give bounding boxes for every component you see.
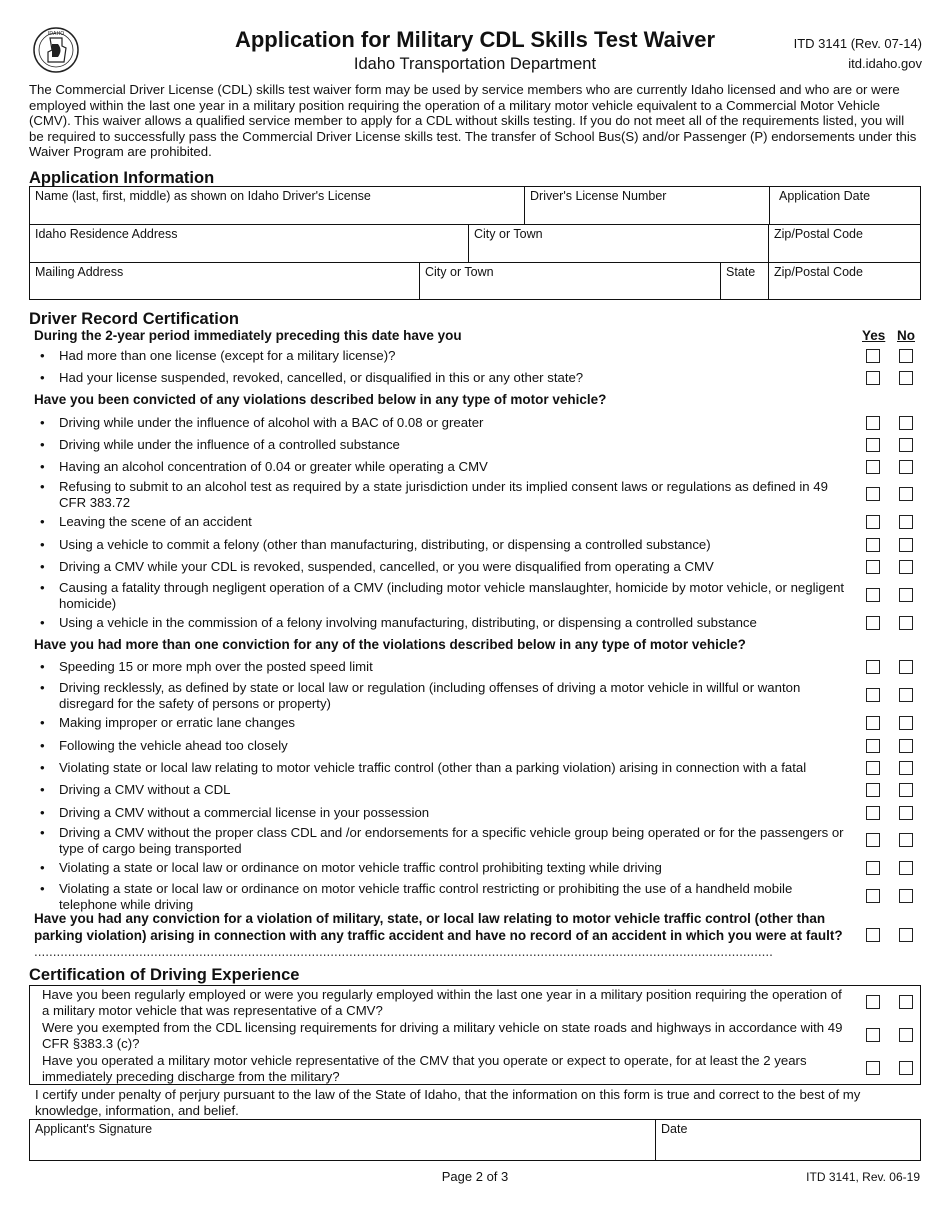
checkbox-yes[interactable] bbox=[866, 688, 880, 702]
mailing-address-field[interactable] bbox=[30, 263, 419, 300]
svg-text:IDAHO: IDAHO bbox=[47, 31, 65, 37]
bullet: • bbox=[40, 881, 45, 896]
checkbox-no[interactable] bbox=[899, 833, 913, 847]
form-title: Application for Military CDL Skills Test Waiver bbox=[234, 27, 716, 52]
question-label: Had your license suspended, revoked, cancelled, or disqualified in this or any other state? bbox=[59, 370, 584, 385]
checkbox-no[interactable] bbox=[899, 460, 913, 474]
question-text bbox=[59, 459, 849, 475]
bullet: • bbox=[40, 760, 45, 775]
checkbox-yes[interactable] bbox=[866, 349, 880, 363]
section-title-experience: Certification of Driving Experience bbox=[29, 966, 300, 984]
signature-label: Applicant's Signature bbox=[35, 1122, 153, 1136]
group3-item bbox=[40, 680, 850, 711]
license-number-label: Driver's License Number bbox=[530, 189, 667, 203]
date-label: Date bbox=[661, 1122, 688, 1136]
group2-item bbox=[40, 437, 850, 453]
checkbox-no[interactable] bbox=[899, 616, 913, 630]
checkbox-no[interactable] bbox=[899, 739, 913, 753]
group4-item bbox=[42, 1020, 852, 1051]
question-label: Driving a CMV without the proper class CDL and /or endorsements for a specific vehicle group being operated or for the passengers or type of cargo being transported bbox=[59, 825, 844, 856]
question-label: Having an alcohol concentration of 0.04 or greater while operating a CMV bbox=[59, 459, 488, 474]
checkbox-no[interactable] bbox=[899, 515, 913, 529]
question-label: Violating a state or local law or ordinance on motor vehicle traffic control prohibiting texting while driving bbox=[59, 860, 662, 875]
itd-logo bbox=[30, 26, 82, 74]
checkbox-yes[interactable] bbox=[866, 889, 880, 903]
question-text bbox=[59, 680, 849, 711]
department-name: Idaho Transportation Department bbox=[353, 55, 597, 73]
question-text bbox=[59, 738, 849, 754]
intro-paragraph: The Commercial Driver License (CDL) skills test waiver form may be used by service members who are currently Idaho licensed and who are or were employed within the last one year in a military position requiring the operation of a military motor vehicle equivalent to a Commercial Motor Vehicle (CMV). This waiver allows a qualified service member to apply for a CDL without skills testing. If you do not meet all of the requirements listed, you will be required to successfully pass the Commercial Driver License skills test. The transfer of School Bus(S) and/or Passenger (P) endorsements under this Waiver Program are prohibited. bbox=[29, 82, 917, 160]
question-text bbox=[59, 370, 849, 386]
question-label: Speeding 15 or more mph over the posted speed limit bbox=[59, 659, 373, 674]
checkbox-yes[interactable] bbox=[866, 515, 880, 529]
question-text bbox=[42, 1053, 847, 1084]
question-label: Driving recklessly, as defined by state or local law or regulation (including offenses of driving a motor vehicle in willful or wanton disregard for the safety of persons or property) bbox=[59, 680, 801, 711]
group3-item bbox=[40, 782, 850, 798]
group2-item bbox=[40, 479, 850, 510]
group3-item bbox=[40, 881, 850, 912]
checkbox-yes[interactable] bbox=[866, 438, 880, 452]
revision-number: ITD 3141, Rev. 06-19 bbox=[806, 1170, 920, 1184]
bullet: • bbox=[40, 680, 45, 695]
bullet: • bbox=[40, 715, 45, 730]
group3-item bbox=[40, 860, 850, 876]
bullet: • bbox=[40, 437, 45, 452]
residence-zip-field[interactable] bbox=[769, 225, 920, 262]
website-url: itd.idaho.gov bbox=[848, 56, 922, 71]
checkbox-yes[interactable] bbox=[866, 460, 880, 474]
question-text bbox=[59, 659, 849, 675]
question-text bbox=[59, 514, 849, 530]
checkbox-yes[interactable] bbox=[866, 806, 880, 820]
residence-zip-label: Zip/Postal Code bbox=[774, 227, 863, 241]
checkbox-no[interactable] bbox=[899, 438, 913, 452]
mailing-zip-label: Zip/Postal Code bbox=[774, 265, 863, 279]
checkbox-yes[interactable] bbox=[866, 1028, 880, 1042]
checkbox-no[interactable] bbox=[899, 1061, 913, 1075]
question-label: Driving a CMV while your CDL is revoked, suspended, cancelled, or you were disqualified from operating a CMV bbox=[59, 559, 714, 574]
residence-city-label: City or Town bbox=[474, 227, 543, 241]
checkbox-yes[interactable] bbox=[866, 716, 880, 730]
group2-item bbox=[40, 559, 850, 575]
checkbox-no[interactable] bbox=[899, 416, 913, 430]
group1-item bbox=[40, 348, 850, 364]
checkbox-no[interactable] bbox=[899, 889, 913, 903]
question-label: Using a vehicle to commit a felony (other than manufacturing, distributing, or dispensing a controlled substance) bbox=[59, 537, 711, 552]
group3-item bbox=[40, 738, 850, 754]
checkbox-yes[interactable] bbox=[866, 1061, 880, 1075]
checkbox-no[interactable] bbox=[899, 861, 913, 875]
checkbox-no[interactable] bbox=[899, 560, 913, 574]
question-label: Had more than one license (except for a military license)? bbox=[59, 348, 396, 363]
checkbox-no[interactable] bbox=[899, 995, 913, 1009]
checkbox-yes[interactable] bbox=[866, 588, 880, 602]
checkbox-yes[interactable] bbox=[866, 783, 880, 797]
mailing-city-label: City or Town bbox=[425, 265, 494, 279]
checkbox-no[interactable] bbox=[899, 761, 913, 775]
checkbox-yes[interactable] bbox=[866, 616, 880, 630]
bullet: • bbox=[40, 782, 45, 797]
question-text bbox=[59, 760, 849, 776]
name-label: Name (last, first, middle) as shown on Idaho Driver's License bbox=[35, 189, 371, 203]
checkbox-no[interactable] bbox=[899, 371, 913, 385]
checkbox-no[interactable] bbox=[899, 716, 913, 730]
checkbox-yes[interactable] bbox=[866, 861, 880, 875]
question-text bbox=[59, 860, 849, 876]
question-text bbox=[59, 479, 849, 510]
question-label: Have you operated a military motor vehicle representative of the CMV that you operate or expect to operate, for at least the 2 years immediately preceding discharge from the military? bbox=[42, 1053, 807, 1084]
checkbox-no[interactable] bbox=[899, 806, 913, 820]
question-label: Causing a fatality through negligent operation of a CMV (including motor vehicle manslaughter, homicide by motor vehicle, or negligent homicide) bbox=[59, 580, 845, 611]
application-info-grid bbox=[29, 186, 921, 300]
question-text bbox=[59, 437, 849, 453]
question-convicted-violations: Have you been convicted of any violations described below in any type of motor vehicle? bbox=[34, 392, 607, 407]
mailing-address-label: Mailing Address bbox=[35, 265, 124, 279]
certification-statement: I certify under penalty of perjury pursuant to the law of the State of Idaho, that the information on this form is true and correct to the best of my knowledge, information, and belief. bbox=[35, 1087, 861, 1118]
checkbox-yes[interactable] bbox=[866, 560, 880, 574]
question-label: Leaving the scene of an accident bbox=[59, 514, 252, 529]
group3-item bbox=[40, 760, 850, 776]
question-text bbox=[59, 805, 849, 821]
residence-address-label: Idaho Residence Address bbox=[35, 227, 178, 241]
checkbox-yes[interactable] bbox=[866, 739, 880, 753]
question-text bbox=[59, 881, 849, 912]
bullet: • bbox=[40, 514, 45, 529]
checkbox-yes[interactable] bbox=[866, 487, 880, 501]
bullet: • bbox=[40, 559, 45, 574]
group3-item bbox=[40, 825, 850, 856]
residence-city-field[interactable] bbox=[469, 225, 768, 262]
question-two-year-period: During the 2-year period immediately preceding this date have you bbox=[34, 328, 462, 343]
signature-date-field[interactable] bbox=[656, 1120, 920, 1160]
bullet: • bbox=[40, 860, 45, 875]
question-label: Driving a CMV without a CDL bbox=[59, 782, 231, 797]
checkbox-no[interactable] bbox=[899, 588, 913, 602]
application-date-field[interactable] bbox=[774, 187, 920, 224]
group2-item bbox=[40, 580, 850, 611]
checkbox-no[interactable] bbox=[899, 349, 913, 363]
application-date-label: Application Date bbox=[779, 189, 871, 203]
section-title-driver-record: Driver Record Certification bbox=[29, 310, 239, 328]
checkbox-yes[interactable] bbox=[866, 995, 880, 1009]
question-label: Refusing to submit to an alcohol test as required by a state jurisdiction under its implied consent laws or regulations as defined in 49 CFR 383.72 bbox=[59, 479, 828, 510]
question-text bbox=[59, 537, 849, 553]
question-text bbox=[42, 1020, 847, 1051]
bullet: • bbox=[40, 348, 45, 363]
question-text bbox=[59, 559, 849, 575]
question-multiple-convictions: Have you had more than one conviction for any of the violations described below in any type of motor vehicle? bbox=[34, 637, 746, 652]
question-label: Violating state or local law relating to motor vehicle traffic control (other than a parking violation) arising in connection with a fatal bbox=[59, 760, 807, 775]
question-text bbox=[59, 348, 849, 364]
mailing-state-field[interactable] bbox=[721, 263, 768, 300]
bullet: • bbox=[40, 370, 45, 385]
checkbox-no[interactable] bbox=[899, 1028, 913, 1042]
question-text bbox=[59, 715, 849, 731]
group3-item bbox=[40, 805, 850, 821]
no-column-header: No bbox=[897, 328, 915, 343]
group4-item bbox=[42, 1053, 852, 1084]
mailing-state-label: State bbox=[726, 265, 756, 279]
yes-column-header: Yes bbox=[862, 328, 886, 343]
bullet: • bbox=[40, 825, 45, 840]
checkbox-yes[interactable] bbox=[866, 538, 880, 552]
checkbox-no[interactable] bbox=[899, 783, 913, 797]
name-field[interactable] bbox=[30, 187, 524, 224]
bullet: • bbox=[40, 415, 45, 430]
group1-item bbox=[40, 370, 850, 386]
question-label: Driving while under the influence of a controlled substance bbox=[59, 437, 400, 452]
group2-item bbox=[40, 415, 850, 431]
question-accident-conviction-text: Have you had any conviction for a violation of military, state, or local law relating to motor vehicle traffic control (other than parking violation) arising in connection with any traffic accident and have no record of an accident in which you were at fault? bbox=[34, 911, 843, 943]
group3-item bbox=[40, 715, 850, 731]
question-text bbox=[59, 615, 849, 631]
license-number-field[interactable] bbox=[525, 187, 769, 224]
question-text bbox=[59, 825, 849, 856]
bullet: • bbox=[40, 805, 45, 820]
checkbox-no[interactable] bbox=[899, 688, 913, 702]
question-label: Following the vehicle ahead too closely bbox=[59, 738, 288, 753]
question-label: Violating a state or local law or ordinance on motor vehicle traffic control restricting or prohibiting the use of a handheld mobile telephone while driving bbox=[59, 881, 793, 912]
question-accident-conviction: Have you had any conviction for a violation of military, state, or local law relating to motor vehicle traffic control (other than parking violation) arising in connection with any traffic accident and have no record of an accident in which you were at fault? ..................................................................................................................................................................................................... bbox=[34, 911, 843, 959]
question-text bbox=[59, 580, 849, 611]
applicant-signature-field[interactable] bbox=[30, 1120, 654, 1160]
page-number: Page 2 of 3 bbox=[441, 1169, 509, 1184]
checkbox-no[interactable] bbox=[899, 660, 913, 674]
mailing-zip-field[interactable] bbox=[769, 263, 920, 300]
question-label: Driving a CMV without a commercial license in your possession bbox=[59, 805, 430, 820]
bullet: • bbox=[40, 580, 45, 595]
group4-item bbox=[42, 987, 852, 1018]
question-text bbox=[59, 415, 849, 431]
group2-item bbox=[40, 459, 850, 475]
mailing-city-field[interactable] bbox=[420, 263, 720, 300]
checkbox-accident-no[interactable] bbox=[899, 928, 913, 942]
question-text bbox=[42, 987, 847, 1018]
question-label: Were you exempted from the CDL licensing requirements for driving a military vehicle on state roads and highways in accordance with 49 CFR §383.3 (c)? bbox=[42, 1020, 843, 1051]
checkbox-yes[interactable] bbox=[866, 416, 880, 430]
checkbox-yes[interactable] bbox=[866, 761, 880, 775]
question-label: Driving while under the influence of alcohol with a BAC of 0.08 or greater bbox=[59, 415, 484, 430]
section-title-application: Application Information bbox=[29, 169, 215, 187]
checkbox-no[interactable] bbox=[899, 487, 913, 501]
group3-item bbox=[40, 659, 850, 675]
bullet: • bbox=[40, 738, 45, 753]
checkbox-no[interactable] bbox=[899, 538, 913, 552]
group2-item bbox=[40, 615, 850, 631]
checkbox-accident-yes[interactable] bbox=[866, 928, 880, 942]
question-label: Have you been regularly employed or were you regularly employed within the last one year in a military position requiring the operation of a military motor vehicle that was representative of a CMV? bbox=[42, 987, 842, 1018]
question-label: Making improper or erratic lane changes bbox=[59, 715, 296, 730]
form-number: ITD 3141 (Rev. 07-14) bbox=[793, 36, 922, 51]
residence-address-field[interactable] bbox=[30, 225, 468, 262]
question-label: Using a vehicle in the commission of a felony involving manufacturing, distributing, or dispensing a controlled substance bbox=[59, 615, 757, 630]
bullet: • bbox=[40, 537, 45, 552]
checkbox-yes[interactable] bbox=[866, 833, 880, 847]
checkbox-yes[interactable] bbox=[866, 660, 880, 674]
question-text bbox=[59, 782, 849, 798]
bullet: • bbox=[40, 459, 45, 474]
checkbox-yes[interactable] bbox=[866, 371, 880, 385]
bullet: • bbox=[40, 659, 45, 674]
bullet: • bbox=[40, 615, 45, 630]
group2-item bbox=[40, 514, 850, 530]
bullet: • bbox=[40, 479, 45, 494]
group2-item bbox=[40, 537, 850, 553]
